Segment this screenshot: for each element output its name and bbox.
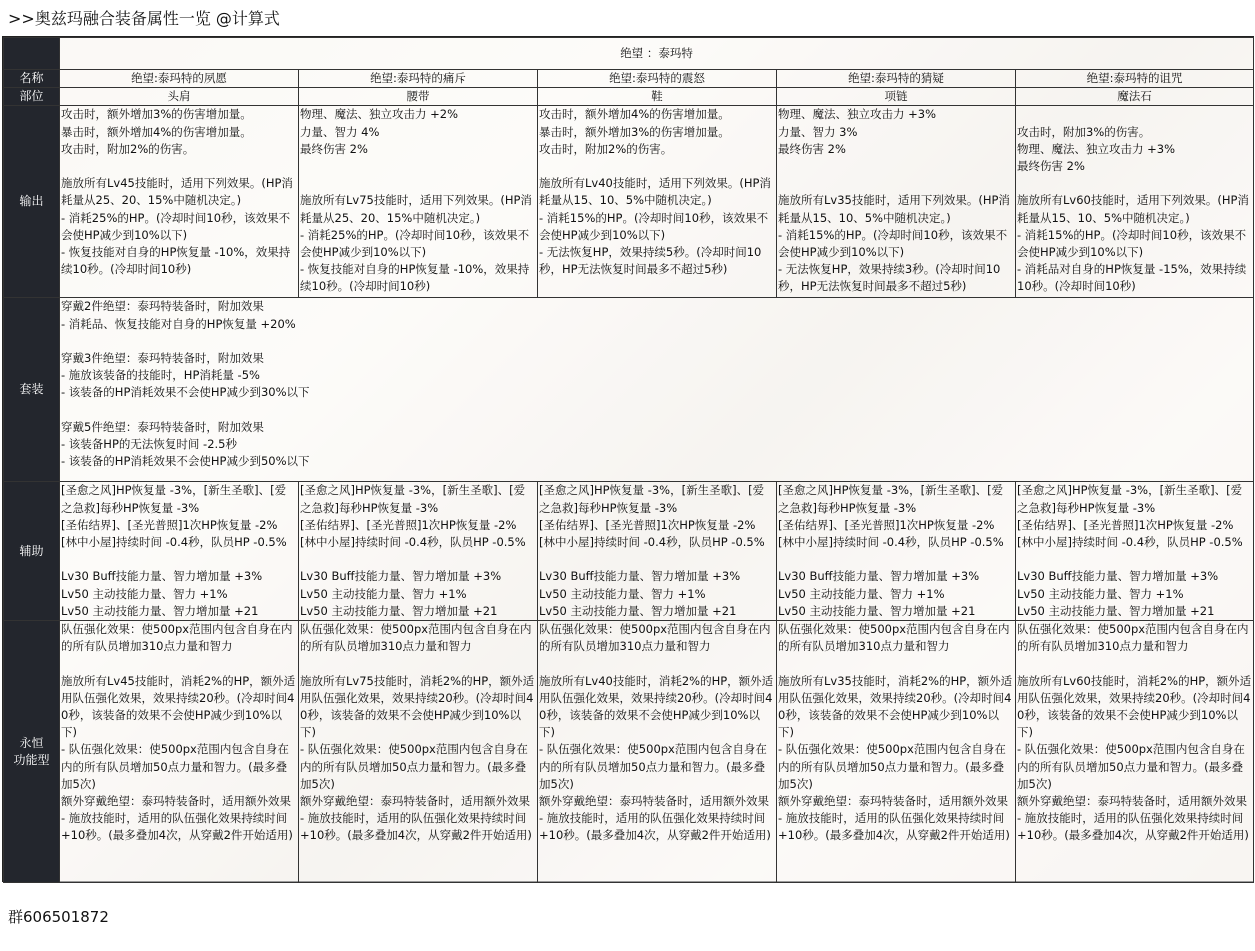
set-header: 绝望 ：泰玛特 — [60, 38, 1254, 70]
item-name: 绝望:泰玛特的猜疑 — [777, 70, 1016, 88]
row-label-slot: 部位 — [4, 88, 60, 106]
item-support: [圣愈之风]HP恢复量 -3%，[新生圣歌]、[爱之急救]每秒HP恢复量 -3% [圣佑结界]、[圣光普照]1次HP恢复量 -2% [林中小屋]持续时间 -0.4秒，队员HP -0.5% Lv30 Buff技能力量、智力增加量 +3% Lv50 主动技能力量、智力 +1% Lv50 主动技能力量、智力增加量 +21 — [538, 482, 777, 621]
item-slot: 腰带 — [299, 88, 538, 106]
item-name: 绝望:泰玛特的夙愿 — [60, 70, 299, 88]
item-name: 绝望:泰玛特的震怒 — [538, 70, 777, 88]
item-output: 物理、魔法、独立攻击力 +2% 力量、智力 4% 最终伤害 2% 施放所有Lv75技能时，适用下列效果。(HP消耗量从25、20、15%中随机决定。) - 消耗25%的HP。(冷却时间10秒，该效果不会使HP减少到10%以下) - 恢复技能对自身的HP恢复量 -10%，效果持续10秒。(冷却时间10秒) — [299, 106, 538, 298]
item-eternal: 队伍强化效果：使500px范围内包含自身在内的所有队员增加310点力量和智力 施放所有Lv75技能时，消耗2%的HP，额外适用队伍强化效果，效果持续20秒。(冷却时间40秒，该装备的效果不会使HP减少到10%以下) - 队伍强化效果：使500px范围内包含自身在内的所有队员增加50点力量和智力。(最多叠加5次) 额外穿戴绝望：泰玛特装备时，适用额外效果 - 施放技能时，适用的队伍强化效果持续时间 +10秒。(最多叠加4次，从穿戴2件开始适用) — [299, 621, 538, 883]
item-support: [圣愈之风]HP恢复量 -3%，[新生圣歌]、[爱之急救]每秒HP恢复量 -3% [圣佑结界]、[圣光普照]1次HP恢复量 -2% [林中小屋]持续时间 -0.4秒，队员HP -0.5% Lv30 Buff技能力量、智力增加量 +3% Lv50 主动技能力量、智力 +1% Lv50 主动技能力量、智力增加量 +21 — [299, 482, 538, 621]
equipment-table-panel — [2, 36, 1254, 882]
corner-cell — [4, 38, 60, 70]
item-slot: 鞋 — [538, 88, 777, 106]
item-support: [圣愈之风]HP恢复量 -3%，[新生圣歌]、[爱之急救]每秒HP恢复量 -3% [圣佑结界]、[圣光普照]1次HP恢复量 -2% [林中小屋]持续时间 -0.4秒，队员HP -0.5% Lv30 Buff技能力量、智力增加量 +3% Lv50 主动技能力量、智力 +1% Lv50 主动技能力量、智力增加量 +21 — [777, 482, 1016, 621]
item-slot: 项链 — [777, 88, 1016, 106]
item-eternal: 队伍强化效果：使500px范围内包含自身在内的所有队员增加310点力量和智力 施放所有Lv35技能时，消耗2%的HP，额外适用队伍强化效果，效果持续20秒。(冷却时间40秒，该装备的效果不会使HP减少到10%以下) - 队伍强化效果：使500px范围内包含自身在内的所有队员增加50点力量和智力。(最多叠加5次) 额外穿戴绝望：泰玛特装备时，适用额外效果 - 施放技能时，适用的队伍强化效果持续时间 +10秒。(最多叠加4次，从穿戴2件开始适用) — [777, 621, 1016, 883]
item-slot: 头肩 — [60, 88, 299, 106]
item-eternal: 队伍强化效果：使500px范围内包含自身在内的所有队员增加310点力量和智力 施放所有Lv60技能时，消耗2%的HP，额外适用队伍强化效果，效果持续20秒。(冷却时间40秒，该装备的效果不会使HP减少到10%以下) - 队伍强化效果：使500px范围内包含自身在内的所有队员增加50点力量和智力。(最多叠加5次) 额外穿戴绝望：泰玛特装备时，适用额外效果 - 施放技能时，适用的队伍强化效果持续时间 +10秒。(最多叠加4次，从穿戴2件开始适用) — [1016, 621, 1254, 883]
page-title: >>奥兹玛融合装备属性一览 @计算式 — [8, 9, 280, 28]
item-output: 攻击时，额外增加3%的伤害增加量。 暴击时，额外增加4%的伤害增加量。 攻击时，附加2%的伤害。 施放所有Lv45技能时，适用下列效果。(HP消耗量从25、20、15%中随机决定。) - 消耗25%的HP。(冷却时间10秒，该效果不会使HP减少到10%以下) - 恢复技能对自身的HP恢复量 -10%，效果持续10秒。(冷却时间10秒) — [60, 106, 299, 298]
row-label-name: 名称 — [4, 70, 60, 88]
set-bonus: 穿戴2件绝望：泰玛特装备时，附加效果 - 消耗品、恢复技能对自身的HP恢复量 +20% 穿戴3件绝望：泰玛特装备时，附加效果 - 施放该装备的技能时，HP消耗量 -5% - 该装备的HP消耗效果不会使HP减少到30%以下 穿戴5件绝望：泰玛特装备时，附加效果 - 该装备HP的无法恢复时间 -2.5秒 - 该装备的HP消耗效果不会使HP减少到50%以下 — [60, 298, 1254, 482]
item-slot: 魔法石 — [1016, 88, 1254, 106]
item-support: [圣愈之风]HP恢复量 -3%，[新生圣歌]、[爱之急救]每秒HP恢复量 -3% [圣佑结界]、[圣光普照]1次HP恢复量 -2% [林中小屋]持续时间 -0.4秒，队员HP -0.5% Lv30 Buff技能力量、智力增加量 +3% Lv50 主动技能力量、智力 +1% Lv50 主动技能力量、智力增加量 +21 — [1016, 482, 1254, 621]
group-number: 群606501872 — [8, 908, 109, 926]
row-label-output: 输出 — [4, 106, 60, 298]
item-name: 绝望:泰玛特的诅咒 — [1016, 70, 1254, 88]
item-name: 绝望:泰玛特的痛斥 — [299, 70, 538, 88]
equipment-table — [3, 37, 1254, 883]
row-label-support: 辅助 — [4, 482, 60, 621]
item-eternal: 队伍强化效果：使500px范围内包含自身在内的所有队员增加310点力量和智力 施放所有Lv45技能时，消耗2%的HP，额外适用队伍强化效果，效果持续20秒。(冷却时间40秒，该装备的效果不会使HP减少到10%以下) - 队伍强化效果：使500px范围内包含自身在内的所有队员增加50点力量和智力。(最多叠加5次) 额外穿戴绝望：泰玛特装备时，适用额外效果 - 施放技能时，适用的队伍强化效果持续时间 +10秒。(最多叠加4次，从穿戴2件开始适用) — [60, 621, 299, 883]
item-output: 攻击时，额外增加4%的伤害增加量。 暴击时，额外增加3%的伤害增加量。 攻击时，附加2%的伤害。 施放所有Lv40技能时，适用下列效果。(HP消耗量从15、10、5%中随机决定。) - 消耗15%的HP。(冷却时间10秒，该效果不会使HP减少到10%以下) - 无法恢复HP，效果持续5秒。(冷却时间10秒，HP无法恢复时间最多不超过5秒) — [538, 106, 777, 298]
item-output: 攻击时，附加3%的伤害。 物理、魔法、独立攻击力 +3% 最终伤害 2% 施放所有Lv60技能时，适用下列效果。(HP消耗量从15、10、5%中随机决定。) - 消耗15%的HP。(冷却时间10秒，该效果不会使HP减少到10%以下) - 消耗品对自身的HP恢复量 -15%，效果持续10秒。(冷却时间10秒) — [1016, 106, 1254, 298]
item-output: 物理、魔法、独立攻击力 +3% 力量、智力 3% 最终伤害 2% 施放所有Lv35技能时，适用下列效果。(HP消耗量从15、10、5%中随机决定。) - 消耗15%的HP。(冷却时间10秒，该效果不会使HP减少到10%以下) - 无法恢复HP，效果持续3秒。(冷却时间10秒，HP无法恢复时间最多不超过5秒) — [777, 106, 1016, 298]
item-support: [圣愈之风]HP恢复量 -3%，[新生圣歌]、[爱之急救]每秒HP恢复量 -3% [圣佑结界]、[圣光普照]1次HP恢复量 -2% [林中小屋]持续时间 -0.4秒，队员HP -0.5% Lv30 Buff技能力量、智力增加量 +3% Lv50 主动技能力量、智力 +1% Lv50 主动技能力量、智力增加量 +21 — [60, 482, 299, 621]
row-label-set: 套装 — [4, 298, 60, 482]
item-eternal: 队伍强化效果：使500px范围内包含自身在内的所有队员增加310点力量和智力 施放所有Lv40技能时，消耗2%的HP，额外适用队伍强化效果，效果持续20秒。(冷却时间40秒，该装备的效果不会使HP减少到10%以下) - 队伍强化效果：使500px范围内包含自身在内的所有队员增加50点力量和智力。(最多叠加5次) 额外穿戴绝望：泰玛特装备时，适用额外效果 - 施放技能时，适用的队伍强化效果持续时间 +10秒。(最多叠加4次，从穿戴2件开始适用) — [538, 621, 777, 883]
row-label-eternal: 永恒 功能型 — [4, 621, 60, 883]
